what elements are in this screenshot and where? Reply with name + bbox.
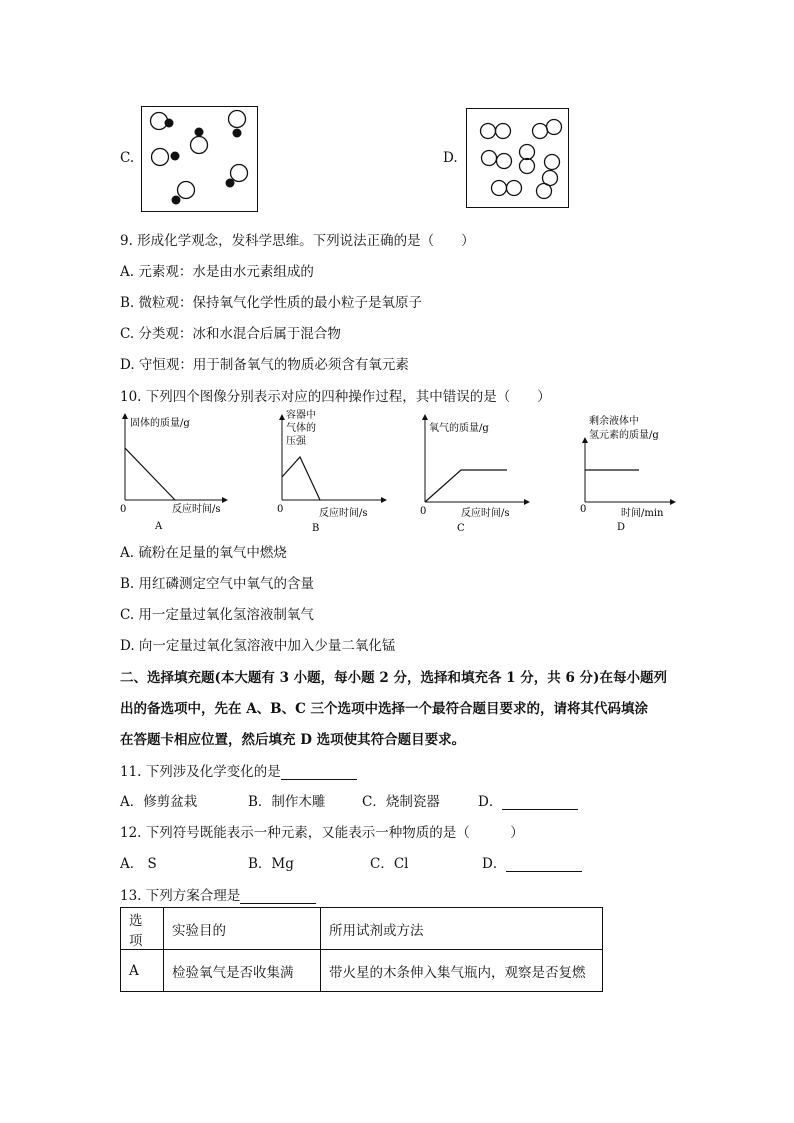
question-10-stem: 10. 下列四个图像分别表示对应的四种操作过程，其中错误的是（ ） (120, 389, 551, 405)
question-12-option-d-blank[interactable] (506, 859, 582, 872)
graph-d-caption: D (617, 522, 626, 533)
question-12-option-b: B．Mg (248, 856, 294, 872)
option-d-label: D. (443, 150, 458, 166)
section-2-line-2: 出的备选项中，先在 A、B、C 三个选项中选择一个最符合题目要求的，请将其代码填涂 (120, 701, 649, 717)
graph-d (575, 410, 680, 538)
option-d-diagram (466, 108, 569, 208)
question-12-stem: 12. 下列符号既能表示一种元素，又能表示一种物质的是（ ） (120, 825, 524, 841)
graph-c-ylabel: 氧气的质量/g (429, 423, 489, 434)
graph-d-xlabel: 时间/min (621, 508, 664, 519)
graph-b-curve (282, 457, 320, 500)
question-11-stem: 11. 下列涉及化学变化的是 (120, 764, 281, 780)
table-row (121, 950, 603, 992)
question-10-option-c: C. 用一定量过氧化氢溶液制氧气 (120, 607, 314, 623)
graph-c-caption: C (457, 523, 465, 534)
table-header-row (121, 908, 603, 950)
question-11-option-b: B．制作木雕 (248, 794, 326, 810)
graph-b-ylabel-1: 容器中 (286, 410, 316, 421)
question-9-option-d: D. 守恒观：用于制备氧气的物质必须含有氧元素 (120, 357, 409, 373)
question-9-option-c: C. 分类观：冰和水混合后属于混合物 (120, 326, 341, 342)
question-11-option-d-row (478, 790, 578, 810)
question-11-option-a: A．修剪盆栽 (120, 794, 198, 810)
option-c-label: C. (120, 150, 135, 166)
question-13-stem: 13. 下列方案合理是 (120, 888, 241, 904)
graph-a-origin: 0 (120, 504, 127, 515)
table-header-cell: 所用试剂或方法 (321, 908, 603, 950)
question-13-table (120, 907, 603, 992)
question-11-option-d: D． (478, 794, 503, 810)
section-2-line-1: 二、选择填充题(本大题有 3 小题，每小题 2 分，选择和填充各 1 分，共 6 分)在每小题列 (120, 670, 667, 686)
particle-diagram-d (467, 109, 568, 207)
question-12-option-a: A． S (120, 856, 157, 872)
graph-a-caption: A (155, 521, 163, 532)
table-cell: 带火星的木条伸入集气瓶内，观察是否复燃 (321, 950, 603, 992)
graph-b (272, 405, 392, 538)
particle-diagram-c (142, 107, 257, 211)
table-cell: A (121, 950, 164, 992)
graph-a (115, 408, 235, 538)
question-11-option-c: C．烧制瓷器 (362, 794, 440, 810)
graph-a-ylabel: 固体的质量/g (130, 418, 190, 429)
question-11-stem-row (120, 760, 357, 780)
graph-b-caption: B (312, 523, 320, 534)
graph-d-ylabel-1: 剩余液体中 (589, 416, 639, 427)
graph-d-origin: 0 (580, 504, 587, 515)
graph-b-origin: 0 (277, 504, 284, 515)
graph-d-ylabel-2: 氢元素的质量/g (589, 430, 659, 441)
question-12-option-d-row (482, 852, 582, 872)
section-2-line-3: 在答题卡相应位置，然后填充 D 选项使其符合题目要求。 (120, 732, 466, 748)
graph-b-xlabel: 反应时间/s (319, 508, 368, 519)
table-header-cell: 实验目的 (164, 908, 321, 950)
graph-c (415, 412, 535, 538)
question-11-answer-blank[interactable] (281, 767, 357, 780)
graph-c-curve (425, 470, 507, 502)
graph-c-origin: 0 (420, 506, 427, 517)
graph-b-ylabel-2: 气体的 (286, 423, 316, 434)
graph-a-curve (125, 448, 175, 500)
graph-a-xlabel: 反应时间/s (172, 504, 221, 515)
question-10-option-d: D. 向一定量过氧化氢溶液中加入少量二氧化锰 (120, 638, 396, 654)
question-13-stem-row (120, 884, 316, 904)
table-cell: 检验氧气是否收集满 (164, 950, 321, 992)
graph-c-xlabel: 反应时间/s (461, 508, 510, 519)
table-header-cell: 选项 (121, 908, 164, 950)
question-10-option-a: A. 硫粉在足量的氧气中燃烧 (120, 545, 287, 561)
question-12-option-c: C．Cl (370, 856, 409, 872)
question-9-stem: 9. 形成化学观念，发科学思维。下列说法正确的是（ ） (120, 233, 475, 249)
question-11-option-d-blank[interactable] (502, 797, 578, 810)
option-c-diagram (141, 106, 258, 212)
question-9-option-b: B. 微粒观：保持氧气化学性质的最小粒子是氧原子 (120, 295, 423, 311)
question-10-option-b: B. 用红磷测定空气中氧气的含量 (120, 576, 315, 592)
question-12-option-d: D． (482, 856, 507, 872)
question-9-option-a: A. 元素观：水是由水元素组成的 (120, 264, 314, 280)
graph-b-ylabel-3: 压强 (286, 436, 306, 447)
question-13-answer-blank[interactable] (240, 891, 316, 904)
